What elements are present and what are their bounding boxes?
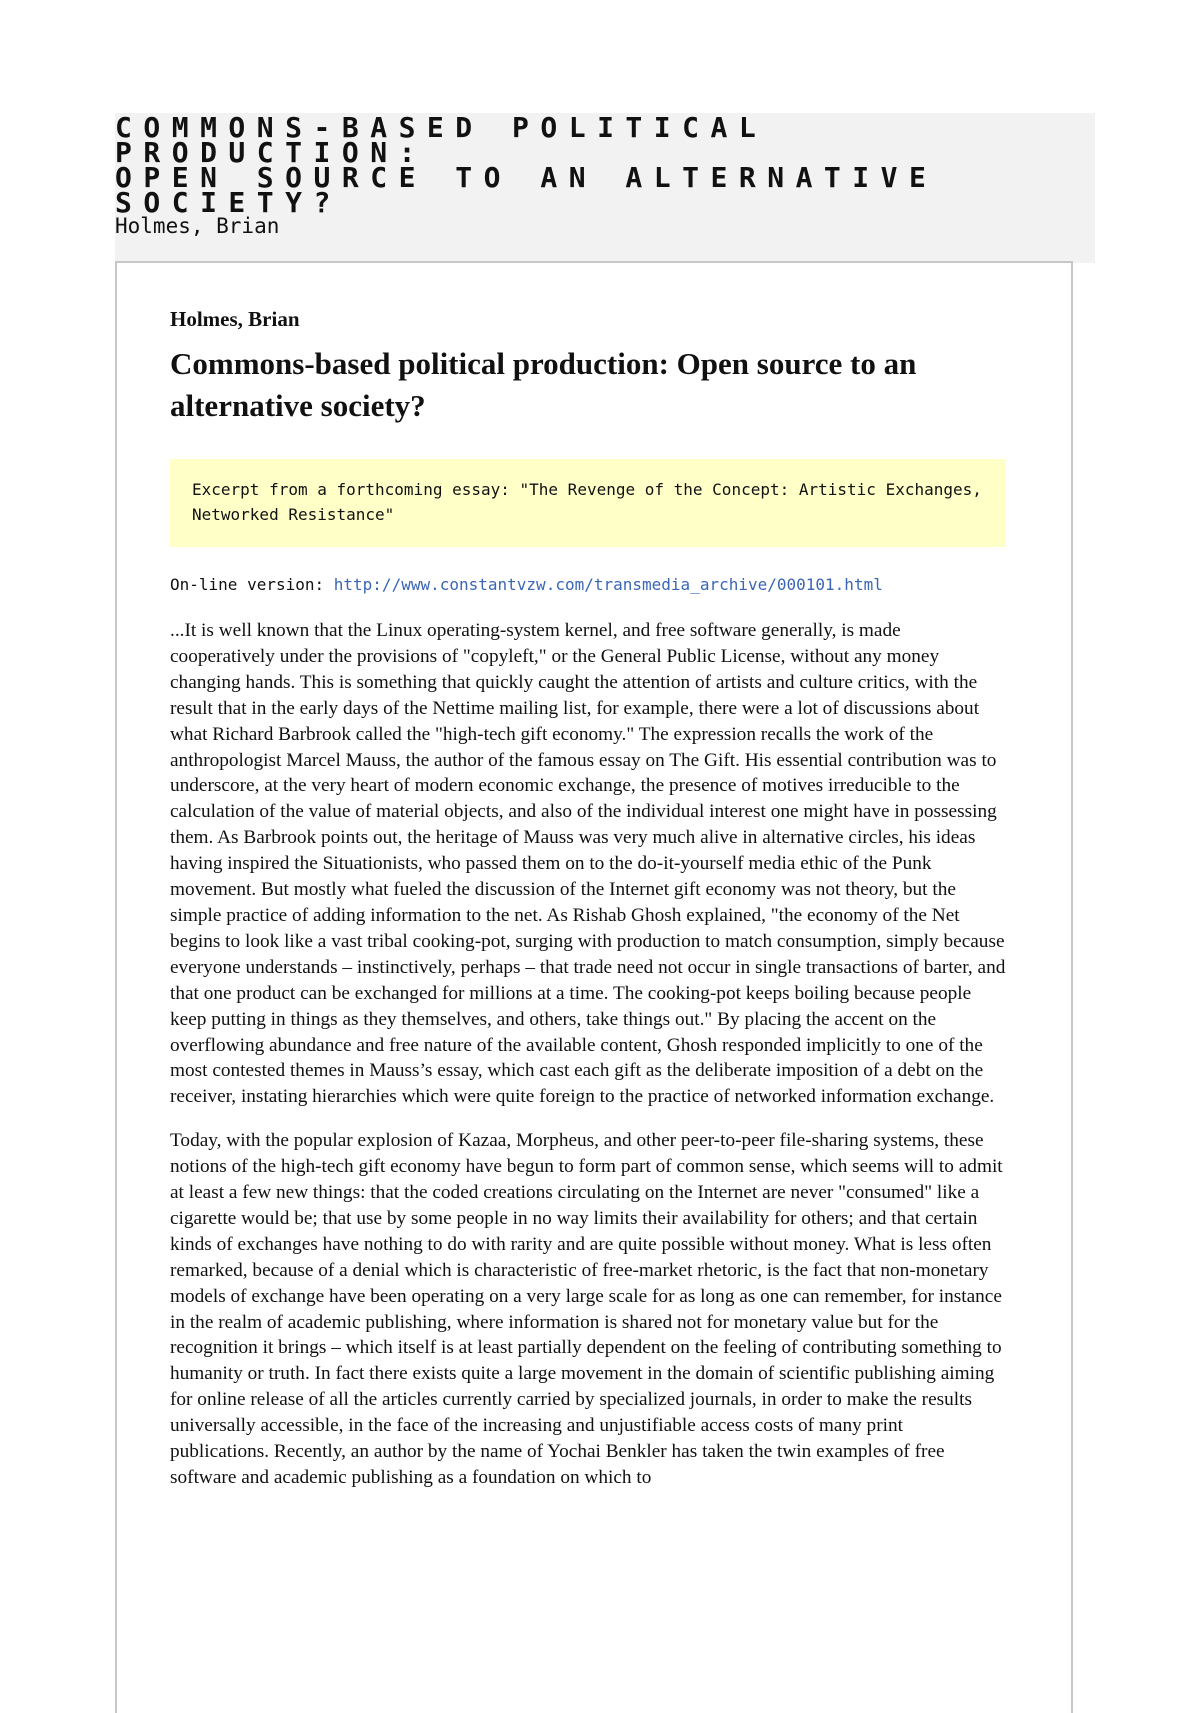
online-version-link[interactable]: http://www.constantvzw.com/transmedia_archive/000101.html	[333, 575, 883, 594]
article-author: Holmes, Brian	[170, 307, 300, 331]
article-frame	[115, 261, 1073, 1713]
paragraph: ...It is well known that the Linux operating-system kernel, and free software generally, is made cooperatively under the provisions of "copyleft," or the General Public License, without any money changing hands. This is something that quickly caught the attention of artists and culture critics, with the result that in the early days of the Nettime mailing list, for example, there were a lot of discussions about what Richard Barbrook called the "high-tech gift economy." The expression recalls the work of the anthropologist Marcel Mauss, the author of the famous essay on The Gift. His essential contribution was to underscore, at the very heart of modern economic exchange, the presence of motives irreducible to the calculation of the value of material objects, and also of the individual interest one might have in possessing them. As Barbrook points out, the heritage of Mauss was very much alive in alternative circles, his ideas having inspired the Situationists, who passed them on to the do-it-yourself media ethic of the Punk movement. But mostly what fueled the discussion of the Internet gift economy was not theory, but the simple practice of adding information to the net. As Rishab Ghosh explained, "the economy of the Net begins to look like a vast tribal cooking-pot, surging with production to match consumption, simply because everyone understands – instinctively, perhaps – that trade need not occur in single transactions of barter, and that one product can be exchanged for millions at a time. The cooking-pot keeps boiling because people keep putting in things as they themselves, and others, take things out." By placing the accent on the overflowing abundance and free nature of the available content, Ghosh responded implicitly to one of the most contested themes in Mauss’s essay, which cast each gift as the deliberate imposition of a debt on the receiver, instating hierarchies which were quite foreign to the practice of networked information exchange.	[170, 620, 1006, 1108]
header-title: COMMONS-BASED POLITICAL PRODUCTION: OPEN SOURCE TO AN ALTERNATIVE SOCIETY?	[115, 111, 938, 219]
online-version	[170, 575, 883, 594]
article-title: Commons-based political production: Open source to an alternative society?	[170, 346, 917, 423]
paragraph: Today, with the popular explosion of Kazaa, Morpheus, and other peer-to-peer file-sharing systems, these notions of the high-tech gift economy have begun to form part of common sense, which seems will to admit at least a few new things: that the coded creations circulating on the Internet are never "consumed" like a cigarette would be; that use by some people in no way limits their availability for others; and that certain kinds of exchanges have nothing to do with rarity and are quite possible without money. What is less often remarked, because of a denial which is characteristic of free-market rhetoric, is the fact that non-monetary models of exchange have been operating on a very large scale for as long as one can remember, for instance in the realm of academic publishing, where information is shared not for monetary value but for the recognition it brings – which itself is at least partially dependent on the feeling of contributing something to humanity or truth. In fact there exists quite a large movement in the domain of scientific publishing aiming for online release of all the articles currently carried by specialized journals, in order to make the results universally accessible, in the face of the increasing and unjustifiable access costs of many print publications. Recently, an author by the name of Yochai Benkler has taken the twin examples of free software and academic publishing as a foundation on which to	[170, 1130, 1003, 1488]
excerpt-box: Excerpt from a forthcoming essay: "The Revenge of the Concept: Artistic Exchanges, Networked Resistance"	[170, 459, 1006, 547]
article-body	[170, 618, 1006, 1509]
header-author: Holmes, Brian	[115, 214, 280, 238]
online-version-label: On-line version:	[170, 575, 334, 594]
page-header	[115, 113, 1095, 263]
